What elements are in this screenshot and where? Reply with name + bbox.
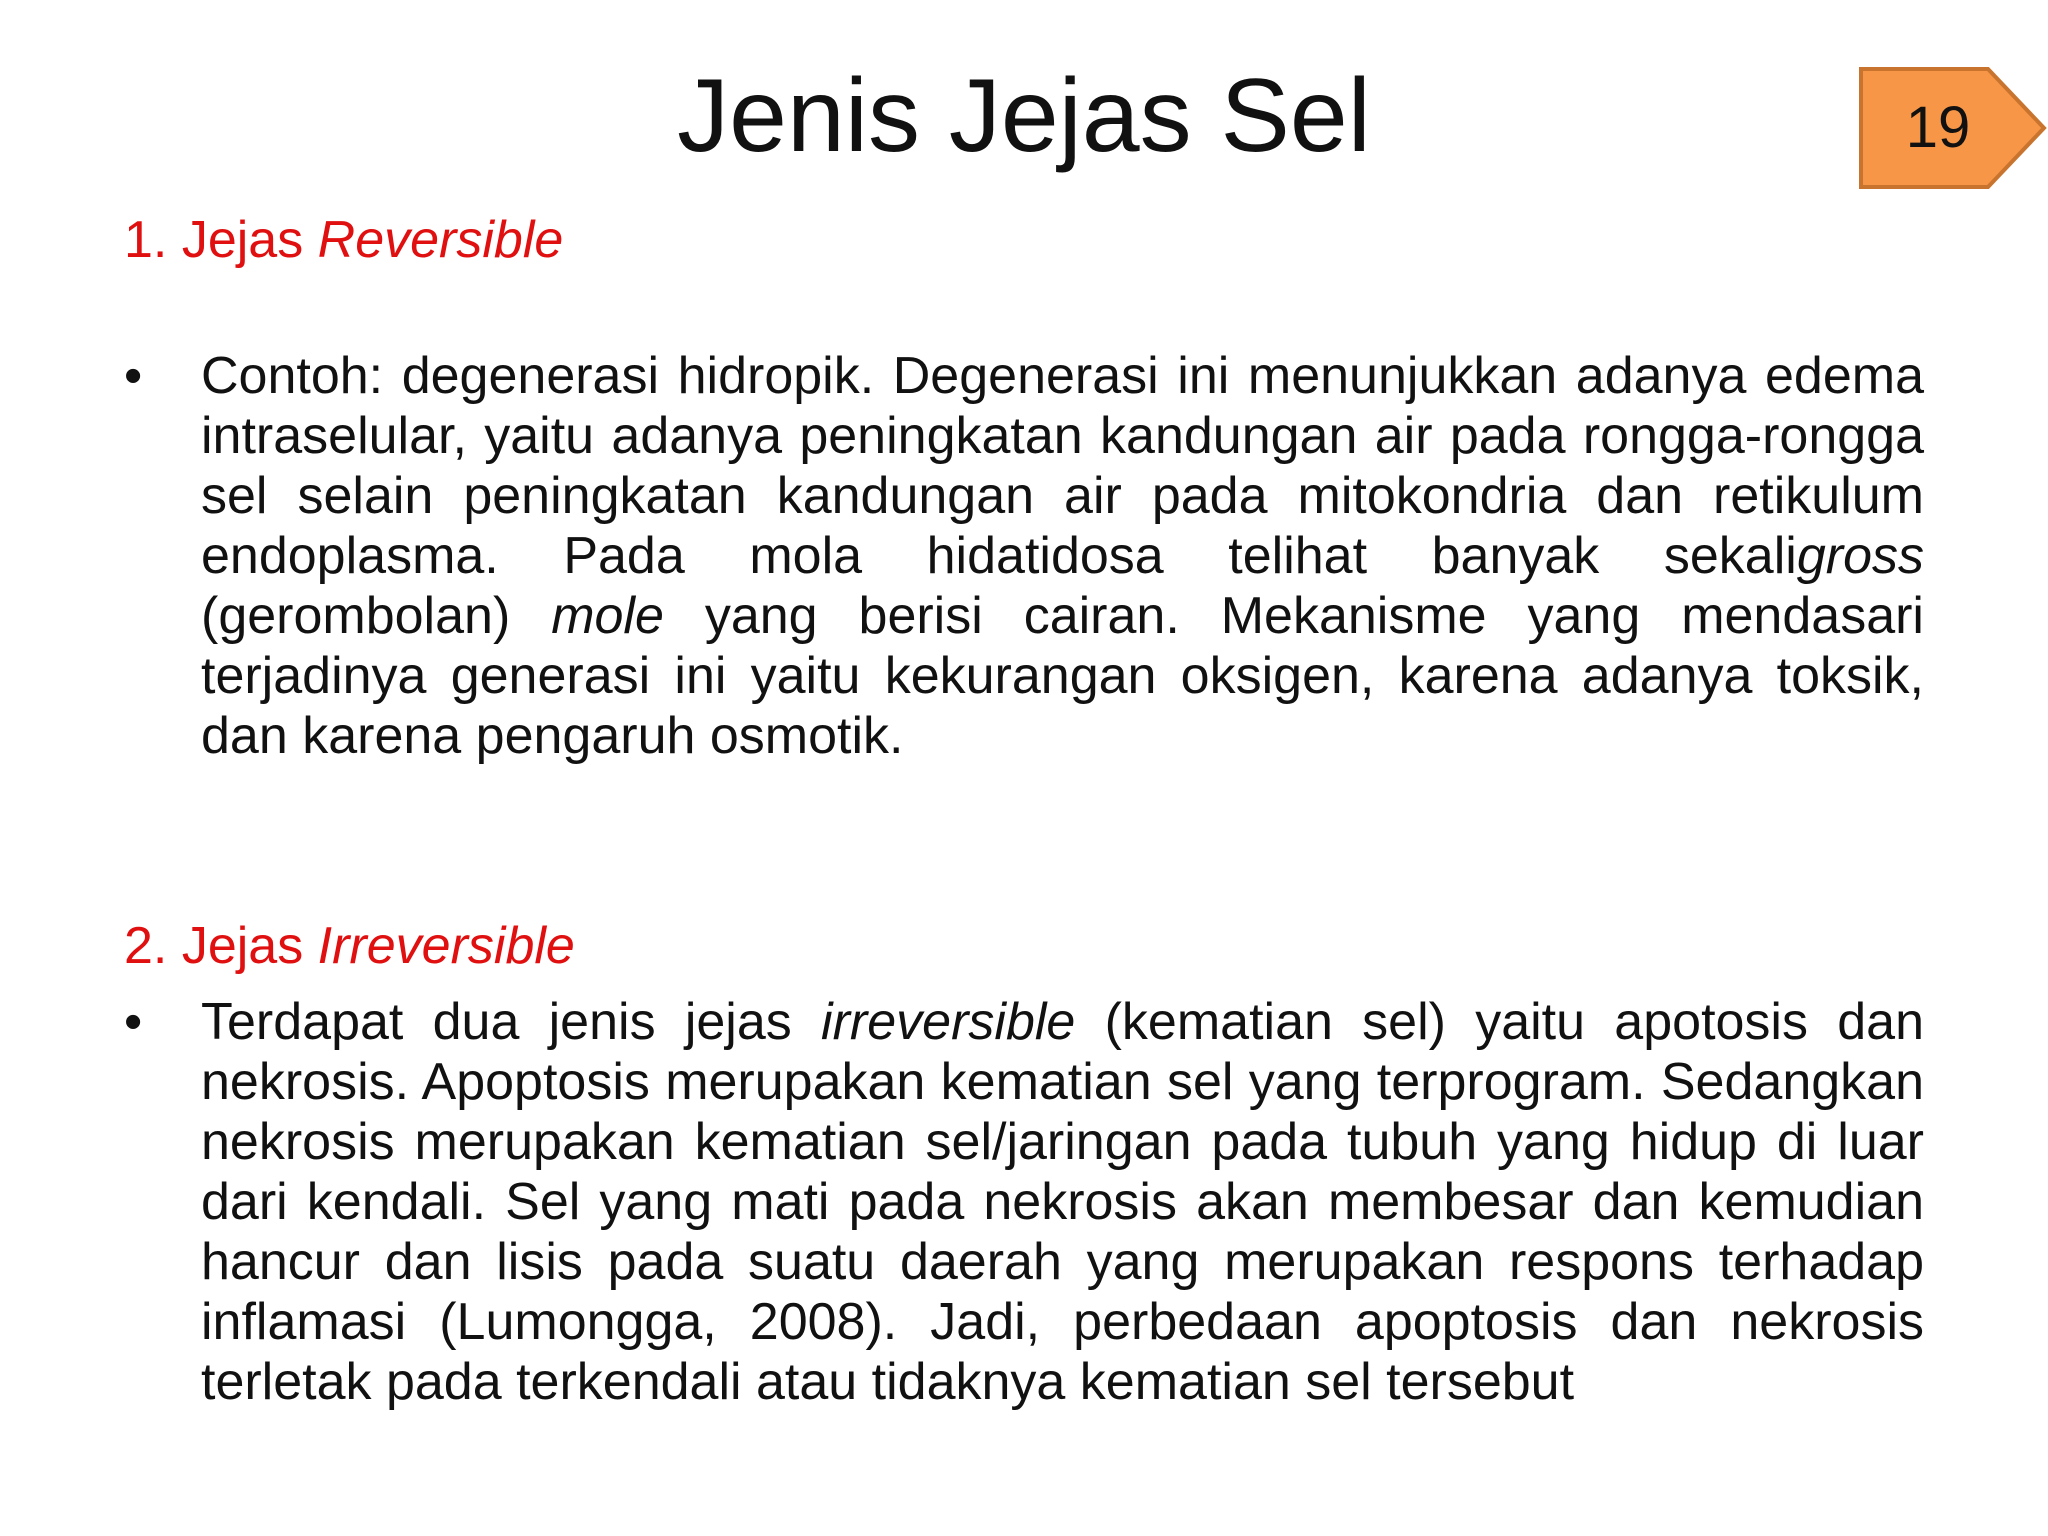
- page-number-badge: [1858, 66, 2048, 190]
- bullet-dot: •: [124, 993, 143, 1051]
- bullet-text-irreversible: [201, 992, 1924, 1412]
- bullet-dot: •: [124, 347, 143, 405]
- text-run: Contoh: degenerasi hidropik. Degenerasi ini menunjukkan adanya edema intraselular, yaitu adanya peningkatan kandungan air pada rongga-rongga sel selain peningkatan kandungan air pada mitokondria dan retikulum endoplasma. Pada mola hidatidosa telihat banyak sekali: [201, 347, 1924, 585]
- text-run: yang berisi cairan. Mekanisme yang mendasari terjadinya generasi ini yaitu kekurangan oksigen, karena adanya toksik, dan karena pengaruh osmotik.: [201, 587, 1924, 765]
- page-number: 19: [1905, 95, 1971, 160]
- text-run-italic: irreversible: [821, 993, 1076, 1051]
- section-heading-number: 2. Jejas: [124, 917, 318, 975]
- text-run: (gerombolan): [201, 587, 552, 645]
- text-run: Terdapat dua jenis jejas: [201, 993, 822, 1051]
- text-run-italic: mole: [551, 587, 664, 645]
- text-run: (kematian sel) yaitu apotosis dan nekrosis. Apoptosis merupakan kematian sel yang terprogram. Sedangkan nekrosis merupakan kematian sel/jaringan pada tubuh yang hidup di luar dari kendali. Sel yang mati pada nekrosis akan membesar dan kemudian hancur dan lisis pada suatu daerah yang merupakan respons terhadap inflamasi (Lumongga, 2008). Jadi, perbedaan apoptosis dan nekrosis terletak pada terkendali atau tidaknya kematian sel tersebut: [201, 993, 1924, 1411]
- text-run-italic: gross: [1796, 527, 1924, 585]
- section-heading-term: Irreversible: [317, 917, 575, 975]
- section-heading-irreversible: [124, 914, 575, 978]
- section-heading-number: 1. Jejas: [124, 211, 318, 269]
- section-heading-reversible: [124, 208, 563, 272]
- slide-title: Jenis Jejas Sel: [677, 58, 1371, 174]
- section-heading-term: Reversible: [317, 211, 564, 269]
- bullet-text-reversible: [201, 346, 1924, 766]
